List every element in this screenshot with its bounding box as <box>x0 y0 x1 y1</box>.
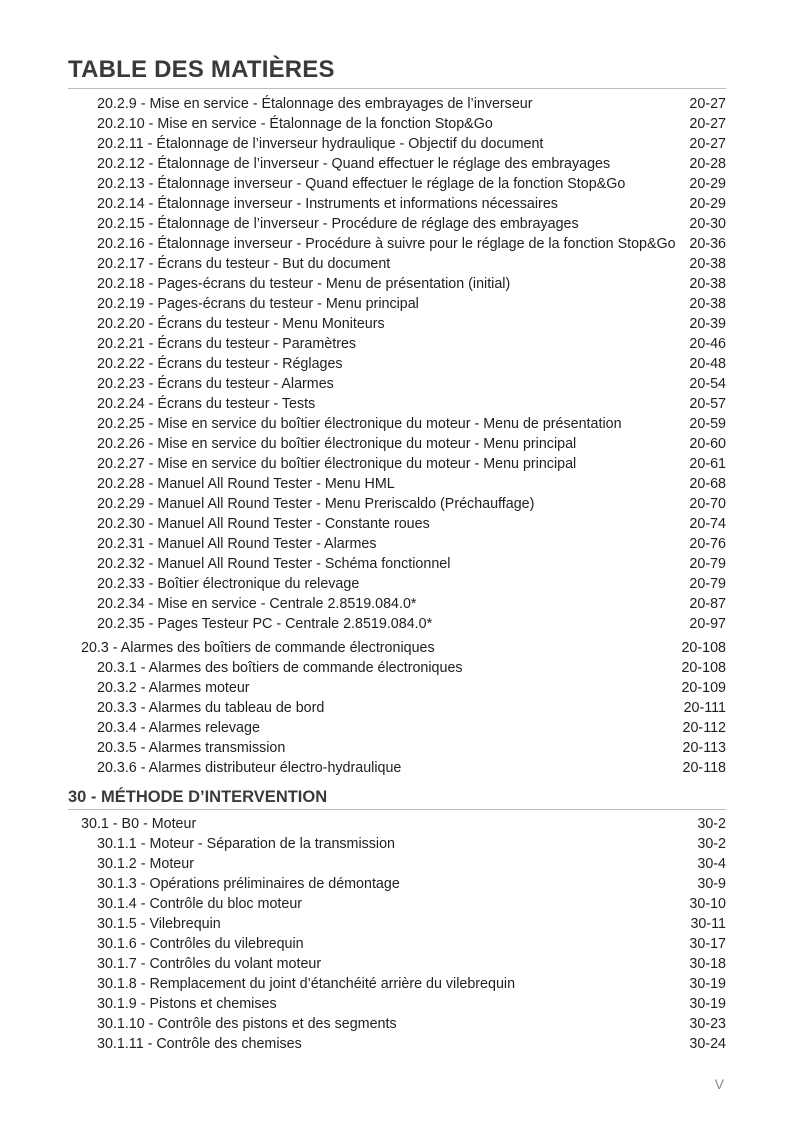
toc-entry-page: 30-2 <box>697 836 726 852</box>
toc-entry-page: 20-61 <box>689 456 726 472</box>
toc-entry[interactable] <box>0 534 794 554</box>
toc-entry-page: 30-19 <box>689 976 726 992</box>
toc-entry-page: 30-11 <box>690 916 726 932</box>
toc-entry-page: 20-111 <box>683 700 726 716</box>
toc-entry-label: 20.2.10 - Mise en service - Étalonnage de la fonction Stop&Go <box>97 116 493 132</box>
toc-entry[interactable] <box>0 474 794 494</box>
toc-entry-page: 20-38 <box>689 296 726 312</box>
toc-entry-page: 30-2 <box>697 816 726 832</box>
toc-entry[interactable] <box>0 718 794 738</box>
toc-entry-page: 20-54 <box>689 376 726 392</box>
toc-entry[interactable] <box>0 914 794 934</box>
toc-entry[interactable] <box>0 1034 794 1054</box>
toc-entry-page: 20-108 <box>681 640 726 656</box>
toc-entry-page: 20-70 <box>689 496 726 512</box>
toc-entry-page: 20-27 <box>689 136 726 152</box>
toc-entry-page: 20-79 <box>689 576 726 592</box>
toc-entry-label: 20.2.29 - Manuel All Round Tester - Menu Preriscaldo (Préchauffage) <box>97 496 535 512</box>
toc-entry-page: 20-109 <box>681 680 726 696</box>
toc-entry-page: 30-9 <box>697 876 726 892</box>
toc-entry-section[interactable] <box>0 814 794 834</box>
toc-entry[interactable] <box>0 994 794 1014</box>
toc-entry-label: 20.2.9 - Mise en service - Étalonnage des embrayages de l’inverseur <box>97 96 533 112</box>
toc-entry-page: 20-59 <box>689 416 726 432</box>
toc-entry-label: 20.2.13 - Étalonnage inverseur - Quand effectuer le réglage de la fonction Stop&Go <box>97 176 626 192</box>
toc-entry[interactable] <box>0 154 794 174</box>
toc-entry-label: 20.2.23 - Écrans du testeur - Alarmes <box>97 376 334 392</box>
toc-entry-label: 30.1.3 - Opérations préliminaires de démontage <box>97 876 400 892</box>
toc-entry-page: 20-76 <box>689 536 726 552</box>
toc-entry-label: 20.3.5 - Alarmes transmission <box>97 740 286 756</box>
toc-entry-page: 20-118 <box>682 760 726 776</box>
toc-entry-label: 20.2.27 - Mise en service du boîtier électronique du moteur - Menu principal <box>97 456 577 472</box>
toc-entry-label: 20.2.34 - Mise en service - Centrale 2.8519.084.0* <box>97 596 417 612</box>
toc-entry-label: 30.1.8 - Remplacement du joint d’étanchéité arrière du vilebrequin <box>97 976 516 992</box>
toc-entry[interactable] <box>0 354 794 374</box>
toc-entry-page: 20-112 <box>682 720 726 736</box>
toc-entry[interactable] <box>0 114 794 134</box>
toc-entry[interactable] <box>0 194 794 214</box>
table-of-contents <box>0 94 794 1054</box>
toc-entry[interactable] <box>0 134 794 154</box>
toc-entry[interactable] <box>0 658 794 678</box>
toc-entry-label: 20.3.2 - Alarmes moteur <box>97 680 250 696</box>
toc-entry[interactable] <box>0 834 794 854</box>
toc-entry[interactable] <box>0 758 794 778</box>
toc-entry-page: 30-19 <box>689 996 726 1012</box>
toc-entry-page: 20-46 <box>689 336 726 352</box>
toc-entry-page: 20-36 <box>689 236 726 252</box>
page-number: V <box>714 1076 724 1092</box>
toc-entry-label: 20.3.6 - Alarmes distributeur électro-hydraulique <box>97 760 402 776</box>
toc-entry-page: 20-48 <box>689 356 726 372</box>
toc-entry-label: 30.1.11 - Contrôle des chemises <box>97 1036 302 1052</box>
toc-entry-label: 20.2.24 - Écrans du testeur - Tests <box>97 396 316 412</box>
toc-entry[interactable] <box>0 1014 794 1034</box>
toc-entry[interactable] <box>0 294 794 314</box>
toc-entry-label: 20.2.32 - Manuel All Round Tester - Schéma fonctionnel <box>97 556 451 572</box>
toc-entry-label: 20.2.25 - Mise en service du boîtier électronique du moteur - Menu de présentation <box>97 416 622 432</box>
toc-entry-label: 30.1.7 - Contrôles du volant moteur <box>97 956 322 972</box>
section-heading-label: 30 - MÉTHODE D’INTERVENTION <box>68 788 328 806</box>
toc-entry[interactable] <box>0 174 794 194</box>
toc-entry-page: 30-24 <box>689 1036 726 1052</box>
toc-entry[interactable] <box>0 974 794 994</box>
toc-entry-page: 20-87 <box>689 596 726 612</box>
toc-entry-page: 20-38 <box>689 276 726 292</box>
toc-entry[interactable] <box>0 334 794 354</box>
toc-entry[interactable] <box>0 554 794 574</box>
toc-entry-label: 20.2.15 - Étalonnage de l’inverseur - Procédure de réglage des embrayages <box>97 216 579 232</box>
toc-entry-label: 20.2.26 - Mise en service du boîtier électronique du moteur - Menu principal <box>97 436 577 452</box>
toc-entry-page: 20-108 <box>681 660 726 676</box>
toc-entry[interactable] <box>0 854 794 874</box>
toc-entry[interactable] <box>0 254 794 274</box>
toc-entry-label: 30.1.4 - Contrôle du bloc moteur <box>97 896 303 912</box>
toc-entry-page: 20-113 <box>682 740 726 756</box>
toc-entry-page: 20-38 <box>689 256 726 272</box>
toc-entry[interactable] <box>0 894 794 914</box>
toc-entry[interactable] <box>0 514 794 534</box>
toc-entry[interactable] <box>0 494 794 514</box>
toc-entry[interactable] <box>0 874 794 894</box>
toc-entry-label: 20.2.35 - Pages Testeur PC - Centrale 2.8519.084.0* <box>97 616 433 632</box>
toc-entry[interactable] <box>0 594 794 614</box>
toc-entry[interactable] <box>0 614 794 634</box>
toc-entry-page: 30-23 <box>689 1016 726 1032</box>
toc-entry-label: 20.2.20 - Écrans du testeur - Menu Moniteurs <box>97 316 385 332</box>
title-divider <box>68 88 726 89</box>
toc-entry-label: 20.3 - Alarmes des boîtiers de commande électroniques <box>81 640 435 656</box>
toc-entry[interactable] <box>0 234 794 254</box>
toc-entry-section[interactable] <box>0 638 794 658</box>
toc-entry[interactable] <box>0 394 794 414</box>
toc-entry-label: 20.2.31 - Manuel All Round Tester - Alarmes <box>97 536 377 552</box>
toc-entry-page: 20-39 <box>689 316 726 332</box>
toc-entry-page: 20-30 <box>689 216 726 232</box>
toc-entry-page: 20-27 <box>689 116 726 132</box>
toc-entry-label: 20.3.4 - Alarmes relevage <box>97 720 260 736</box>
toc-entry[interactable] <box>0 698 794 718</box>
toc-entry[interactable] <box>0 954 794 974</box>
toc-entry-page: 30-4 <box>697 856 726 872</box>
toc-entry-label: 20.2.19 - Pages-écrans du testeur - Menu principal <box>97 296 419 312</box>
toc-entry-label: 20.2.14 - Étalonnage inverseur - Instruments et informations nécessaires <box>97 196 558 212</box>
toc-entry-label: 30.1.10 - Contrôle des pistons et des segments <box>97 1016 397 1032</box>
toc-entry-label: 20.2.12 - Étalonnage de l’inverseur - Quand effectuer le réglage des embrayages <box>97 156 611 172</box>
toc-entry[interactable] <box>0 414 794 434</box>
toc-entry-label: 30.1.1 - Moteur - Séparation de la transmission <box>97 836 396 852</box>
toc-entry-label: 30.1.9 - Pistons et chemises <box>97 996 277 1012</box>
toc-entry-label: 20.2.18 - Pages-écrans du testeur - Menu de présentation (initial) <box>97 276 511 292</box>
toc-entry[interactable] <box>0 454 794 474</box>
toc-entry-label: 30.1.2 - Moteur <box>97 856 194 872</box>
toc-entry-label: 20.2.16 - Étalonnage inverseur - Procédure à suivre pour le réglage de la fonction Stop&Go <box>97 236 676 252</box>
toc-entry[interactable] <box>0 94 794 114</box>
toc-entry-page: 20-27 <box>689 96 726 112</box>
toc-entry[interactable] <box>0 214 794 234</box>
toc-section-heading <box>0 780 794 814</box>
toc-entry-page: 30-10 <box>689 896 726 912</box>
toc-entry-label: 20.3.1 - Alarmes des boîtiers de commande électroniques <box>97 660 463 676</box>
toc-entry-page: 20-29 <box>689 196 726 212</box>
toc-entry[interactable] <box>0 934 794 954</box>
toc-entry-label: 20.2.30 - Manuel All Round Tester - Constante roues <box>97 516 430 532</box>
toc-entry-label: 30.1.6 - Contrôles du vilebrequin <box>97 936 304 952</box>
toc-entry-page: 20-28 <box>689 156 726 172</box>
toc-entry-label: 20.2.28 - Manuel All Round Tester - Menu HML <box>97 476 395 492</box>
toc-entry-label: 20.2.21 - Écrans du testeur - Paramètres <box>97 336 357 352</box>
toc-entry-page: 20-97 <box>689 616 726 632</box>
toc-entry-page: 20-29 <box>689 176 726 192</box>
section-divider <box>68 809 726 810</box>
toc-entry-label: 20.2.22 - Écrans du testeur - Réglages <box>97 356 343 372</box>
toc-entry-page: 20-57 <box>689 396 726 412</box>
toc-entry[interactable] <box>0 574 794 594</box>
toc-entry[interactable] <box>0 314 794 334</box>
toc-entry-label: 20.2.17 - Écrans du testeur - But du document <box>97 256 391 272</box>
toc-entry-label: 30.1.5 - Vilebrequin <box>97 916 221 932</box>
toc-entry-page: 20-68 <box>689 476 726 492</box>
toc-entry-page: 20-74 <box>689 516 726 532</box>
toc-entry[interactable] <box>0 678 794 698</box>
toc-entry[interactable] <box>0 738 794 758</box>
toc-entry[interactable] <box>0 374 794 394</box>
toc-entry[interactable] <box>0 434 794 454</box>
toc-entry-label: 20.2.11 - Étalonnage de l’inverseur hydraulique - Objectif du document <box>97 136 544 152</box>
toc-entry-label: 20.2.33 - Boîtier électronique du relevage <box>97 576 360 592</box>
toc-entry-label: 30.1 - B0 - Moteur <box>81 816 197 832</box>
toc-entry-page: 20-60 <box>689 436 726 452</box>
toc-entry[interactable] <box>0 274 794 294</box>
toc-entry-page: 20-79 <box>689 556 726 572</box>
toc-entry-page: 30-18 <box>689 956 726 972</box>
page-title: TABLE DES MATIÈRES <box>68 56 335 83</box>
toc-entry-label: 20.3.3 - Alarmes du tableau de bord <box>97 700 325 716</box>
toc-entry-page: 30-17 <box>689 936 726 952</box>
